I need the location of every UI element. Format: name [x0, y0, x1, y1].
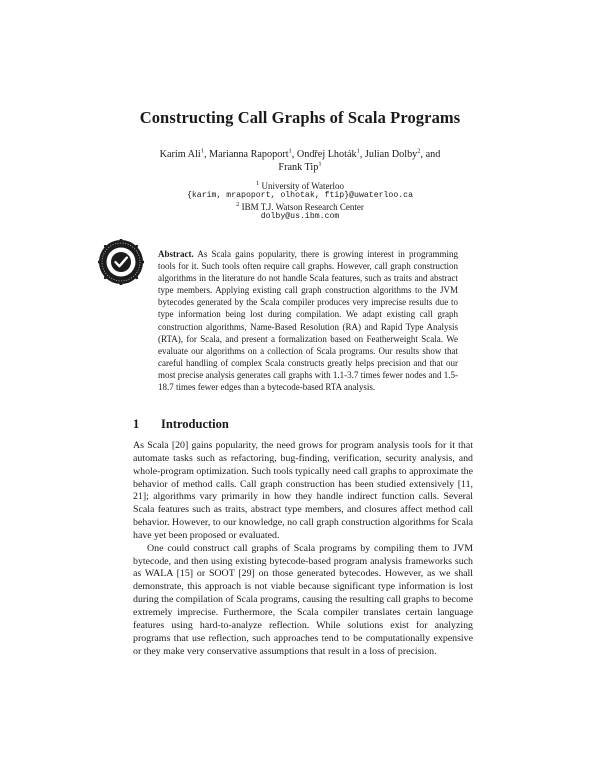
- affiliation-name: IBM T.J. Watson Research Center: [241, 201, 364, 212]
- abstract-text: As Scala gains popularity, there is growing interest in programming tools for it. Such tools often require call graphs. However, call graph construction algorithms in the literature do not handle Scala features, such as traits and abstract type members. Applying existing call graph construction algorithms to the JVM bytecodes generated by the Scala compiler produces very imprecise results due to type information being lost during compilation. We adapt existing call graph construction algorithms, Name-Based Resolution (RA) and Rapid Type Analysis (RTA), for Scala, and present a formalization based on Featherweight Scala. We evaluate our algorithms on a collection of Scala programs. Our results show that careful handling of complex Scala constructs greatly helps precision and that our most precise analysis generates call graphs with 1.1-3.7 times fewer nodes and 1.5-18.7 times fewer edges than a bytecode-based RTA analysis.: [158, 249, 458, 393]
- affiliation-name: University of Waterloo: [261, 181, 345, 191]
- affiliation-marker: 1: [288, 147, 292, 155]
- author-name: Ondřej Lhoták: [296, 149, 357, 160]
- paper-title: Constructing Call Graphs of Scala Programs: [139, 108, 461, 127]
- affiliation-number: 2: [236, 200, 240, 208]
- affiliation-2: [150, 202, 450, 212]
- affiliation-marker: 1: [356, 147, 360, 155]
- author-name: Marianna Rapoport: [209, 149, 289, 160]
- author-name: Karim Ali: [159, 149, 201, 160]
- author-name: Julian Dolby: [364, 149, 418, 160]
- paragraph: As Scala [20] gains popularity, the need grows for program analysis tools for it that automate tasks such as refactoring, bug-finding, verification, security analysis, and whole-program optimization. Such tools typically need call graphs to approximate the behavior of method calls. Call graph construction has been studied extensively [11, 21]; algorithms vary primarily in how they handle indirect function calls. Several Scala features such as traits, abstract type members, and closures affect method call behavior. However, to our knowledge, no call graph construction algorithms for Scala have yet been proposed or evaluated.: [133, 440, 473, 541]
- artifact-evaluated-seal-icon: [98, 239, 144, 285]
- section-number: 1: [133, 417, 140, 431]
- affiliation-marker: 1: [200, 147, 204, 155]
- affiliation-marker: 2: [417, 147, 421, 155]
- author-list: [150, 148, 450, 174]
- author-line-1: Karim Ali$^1$, Marianna Rapoport$^1$, Ondřej Lhoták$^1$, Julian Dolby$^2$, and: [159, 147, 441, 160]
- section-title: Introduction: [161, 417, 229, 431]
- and-word: and: [425, 149, 441, 160]
- seal-center: [111, 252, 131, 272]
- affiliation-marker: 1: [318, 160, 322, 168]
- abstract-label: Abstract.: [158, 249, 194, 259]
- affiliation-1: [150, 181, 450, 191]
- section-heading: [133, 417, 473, 432]
- section-body: [133, 440, 473, 658]
- paragraph: One could construct call graphs of Scala programs by compiling them to JVM bytecode, and then using existing bytecode-based program analysis frameworks such as WALA [15] or SOOT [29] on those generated bytecodes. However, as we shall demonstrate, this approach is not viable because significant type information is lost during the compilation of Scala programs, causing the resulting call graphs to become extremely imprecise. Furthermore, the Scala compiler translates certain language features using hard-to-analyze reflection. While solutions exist for analyzing programs that use reflection, such approaches tend to be computationally expensive or they make very conservative assumptions that result in a loss of precision.: [133, 542, 473, 657]
- affiliation-number: 1: [255, 180, 260, 187]
- affiliation-email: dolby@us.ibm.com: [260, 212, 340, 222]
- author-line-2: [150, 161, 450, 174]
- affiliations: [150, 181, 450, 223]
- affiliation-emails: {karim, mrapoport, olhotak, ftip}@uwaterloo.ca: [186, 191, 413, 201]
- author-name: Frank Tip: [278, 162, 319, 173]
- abstract: [158, 248, 458, 393]
